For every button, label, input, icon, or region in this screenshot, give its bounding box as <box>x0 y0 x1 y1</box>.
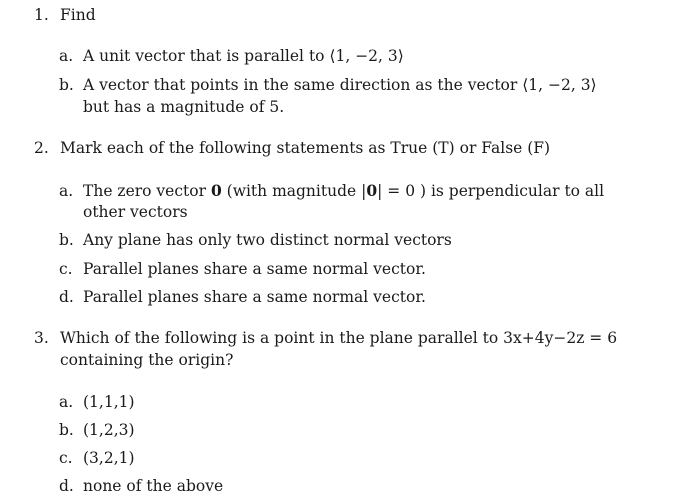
question-text: Find <box>60 6 96 24</box>
item-letter: a. <box>59 182 74 200</box>
question-2-item-c <box>59 260 426 278</box>
item-text: Parallel planes share a same normal vector. <box>83 260 426 278</box>
item-letter: d. <box>59 288 74 306</box>
item-text: none of the above <box>83 477 224 495</box>
question-number: 2. <box>34 139 49 157</box>
question-3-item-d <box>59 477 223 495</box>
question-2-item-b <box>59 231 452 249</box>
item-text-pre: The zero vector <box>83 182 211 200</box>
item-letter: b. <box>59 76 74 94</box>
question-1-item-a <box>59 47 404 65</box>
zero-vector-symbol: 0 <box>210 181 222 200</box>
question-text: Mark each of the following statements as True (T) or False (F) <box>60 139 551 157</box>
item-text: A unit vector that is parallel to ⟨1, −2, 3⟩ <box>83 47 404 65</box>
item-text-post: | = 0 ) is perpendicular to all <box>377 182 605 200</box>
item-letter: c. <box>59 449 73 467</box>
question-text: Which of the following is a point in the plane parallel to 3x+4y−2z = 6 <box>60 329 618 347</box>
question-3-item-a <box>59 393 135 411</box>
question-3 <box>34 329 617 347</box>
item-text: (3,2,1) <box>83 449 135 467</box>
item-letter: a. <box>59 393 74 411</box>
item-text: (1,2,3) <box>83 421 135 439</box>
question-1-item-b-continuation: but has a magnitude of 5. <box>83 98 285 116</box>
item-letter: a. <box>59 47 74 65</box>
question-1-item-b <box>59 76 597 94</box>
item-text: Any plane has only two distinct normal vectors <box>83 231 452 249</box>
question-1 <box>34 6 96 24</box>
question-3-item-c <box>59 449 135 467</box>
item-text: (1,1,1) <box>83 393 135 411</box>
item-text-mid: (with magnitude | <box>221 182 367 200</box>
question-3-continuation: containing the origin? <box>60 351 234 369</box>
item-text: Parallel planes share a same normal vector. <box>83 288 426 306</box>
item-letter: d. <box>59 477 74 495</box>
question-number: 1. <box>34 6 49 24</box>
question-2-item-d <box>59 288 426 306</box>
question-2-item-a <box>59 181 604 200</box>
item-text: A vector that points in the same direction as the vector ⟨1, −2, 3⟩ <box>83 76 597 94</box>
item-letter: b. <box>59 421 74 439</box>
item-letter: c. <box>59 260 73 278</box>
question-number: 3. <box>34 329 49 347</box>
question-3-item-b <box>59 421 135 439</box>
question-2 <box>34 139 550 157</box>
question-2-item-a-continuation: other vectors <box>83 203 188 221</box>
item-letter: b. <box>59 231 74 249</box>
zero-vector-symbol-2: 0 <box>366 181 378 200</box>
